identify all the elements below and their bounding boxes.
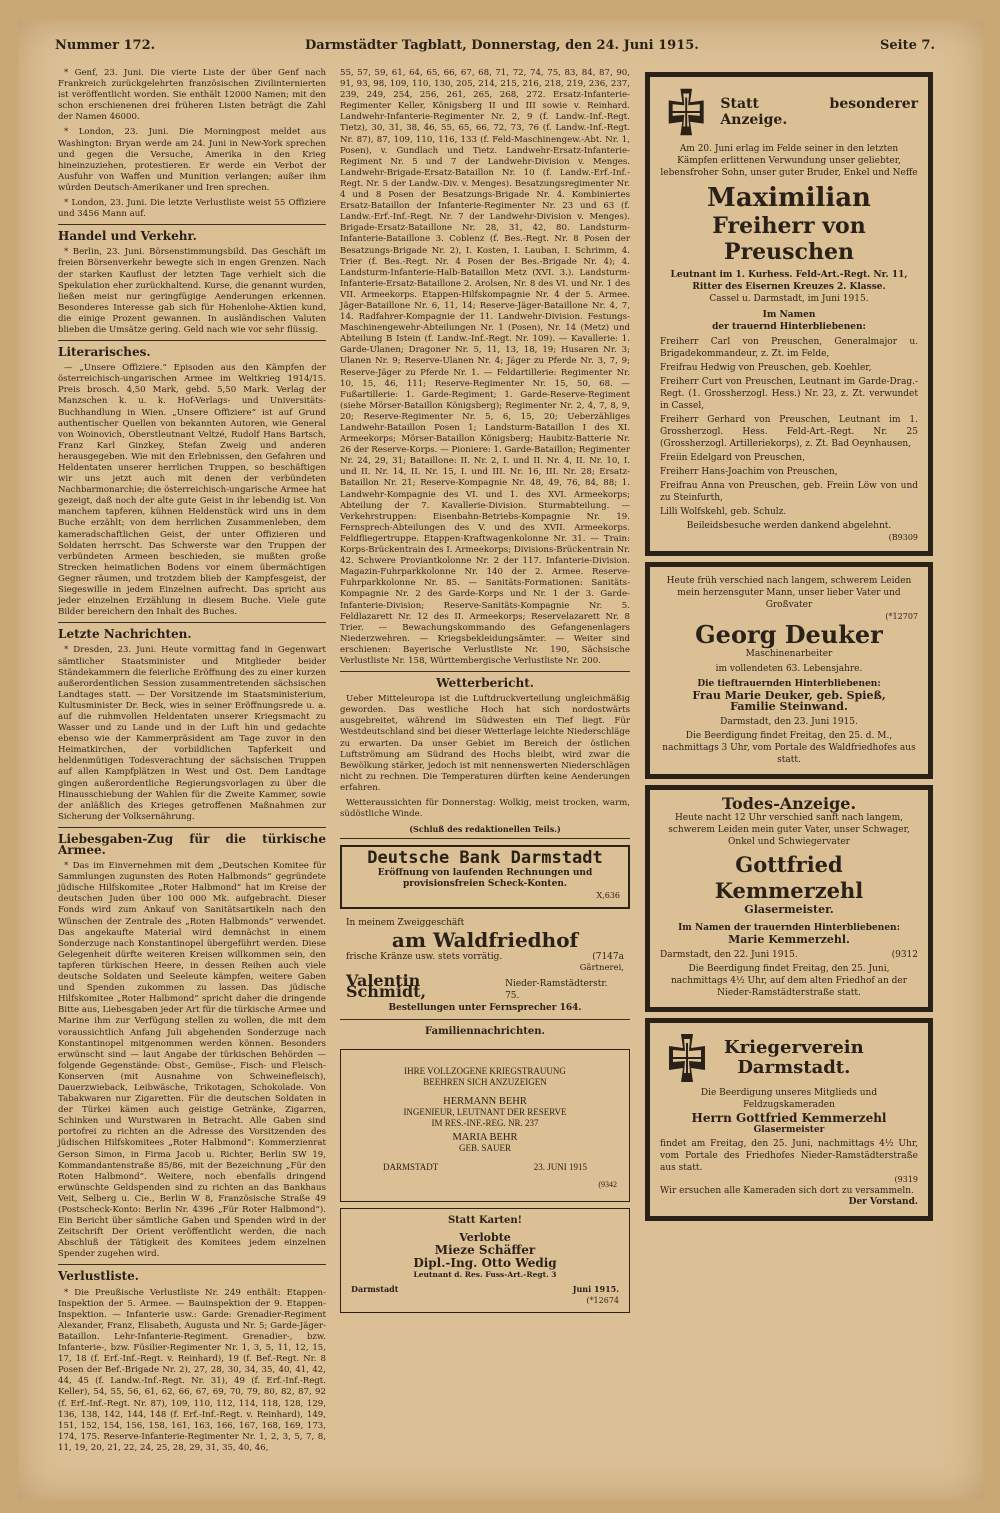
ad1-names-head1: Im Namen <box>762 310 816 320</box>
ad1-names-head2: der trauernd Hinterbliebenen: <box>712 322 866 332</box>
ad1-n1: Freiherr Carl von Preuschen, Generalmajor u. Brigadekommandeur, z. Zt. im Felde, <box>660 337 918 359</box>
gart-job: Gärtnerei, <box>579 963 624 974</box>
ad-deutsche-bank <box>340 845 630 909</box>
eng-line-4: Dipl.-Ing. Otto Wedig <box>413 1255 557 1270</box>
news-london-1: * London, 23. Juni. Die Morningpost meldet aus Washington: Bryan werde am 24. Juni in New-York sprechen und gegen die Versuche, Amerika in den Krieg hineinzuziehen, protestieren. Er werde ein Verbot der Ausfuhr von Waffen und Munition verlangen; außer ihm würden Deutsch-Amerikaner und Iren sprechen. <box>58 127 326 193</box>
gart-name: Valentin Schmidt, <box>346 970 427 1001</box>
heading-liebesgaben: Liebesgaben-Zug für die türkische Armee. <box>58 831 326 857</box>
ad2-text: Heute früh verschied nach langem, schwerem Leiden mein herzensguter Mann, unser lieber Vater und Großvater <box>666 576 912 611</box>
wed-line-3: HERMANN BEHR <box>443 1095 527 1107</box>
eng-line-3: Mieze Schäffer <box>434 1242 536 1257</box>
wed-line-2: BEEHREN SICH ANZUZEIGEN <box>423 1076 547 1087</box>
gart-intro: In meinem Zweiggeschäft <box>346 918 465 929</box>
heading-letzte-nachrichten: Letzte Nachrichten. <box>58 627 192 642</box>
ad1-head: Statt besonderer Anzeige. <box>720 96 918 128</box>
ad-kriegerverein <box>645 1018 933 1221</box>
news-genf: * Genf, 23. Juni. Die vierte Liste der über Genf nach Frankreich zurückgelehrten französischen Zivilinternierten ist veröffentlicht worden. Sie enthält 12000 Namen; mit den schon erschienenen drei früheren Listen beträgt die Zahl der Namen 46000. <box>58 68 326 123</box>
ad3-head: Todes-Anzeige. <box>721 794 857 814</box>
heading-wetterbericht: Wetterbericht. <box>436 676 534 691</box>
ad2-fam: Familie Steinwand. <box>730 700 848 714</box>
ad-wedding <box>340 1049 630 1202</box>
ad-kemmerzehl <box>645 785 933 1011</box>
divider <box>340 671 630 672</box>
article-handel: * Berlin, 23. Juni. Börsenstimmungsbild. Das Geschäft im freien Börsenverkehr bewegte sich in engen Grenzen. Nach der starken Kauflust der letzten Tage verhielt sich die Spekulation eher zurückhaltend. Kurse, die genannt wurden, ließen meist nur geringfügige Aenderungen erkennen. Besonderes Interesse gab sich für Hohenlohe-Aktien kund, die einige Prozent gewannen. In ausländischen Valuten blieben die Umsätze gering. Geld nach wie vor sehr flüssig. <box>58 247 326 335</box>
ad1-n6: Freiherr Hans-Joachim von Preuschen, <box>660 467 838 477</box>
divider <box>58 827 326 828</box>
end-editorial: (Schluß des redaktionellen Teils.) <box>409 824 561 835</box>
ad1-foot: Beileidsbesuche werden dankend abgelehnt. <box>686 521 892 531</box>
eng-line-2: Verlobte <box>459 1230 511 1244</box>
ad1-n7: Freifrau Anna von Preuschen, geb. Freiin Löw von und zu Steinfurth, <box>660 481 918 503</box>
ad1-n2: Freifrau Hedwig von Preuschen, geb. Koehler, <box>660 363 872 373</box>
ad1-text: Am 20. Juni erlag im Felde seiner in den letzten Kämpfen erlittenen Verwundung unser geliebter, lebensfroher Sohn, unser guter Bruder, Enkel und Neffe <box>660 144 918 178</box>
gart-code: (7147a <box>592 952 624 963</box>
article-literarisches: — „Unsere Offiziere.“ Episoden aus den Kämpfen der österreichisch-ungarischen Armee im Weltkrieg 1914/15. Preis brosch. 4,50 Mark, gebd. 5,50 Mark. Verlag der Manzschen k. u. k. Hof-Verlags- und Universitäts-Buchhandlung in Wien. „Unsere Offiziere“ ist auf Grund authentischer Quellen von bekannten Autoren, wie General von Woinovich, Oberstleutnant Veltzé, Rudolf Hans Bartsch, Franz Karl Ginzkey, Stefan Zweig und anderen herausgegeben. Wie mit den Erlebnissen, den Gefahren und Heldentaten unserer herrlichen Truppen, so beschäftigen wir uns jetzt auch mit denen der verbündeten Nachbarmonarchie; die österreichisch-ungarische Armee hat gezeigt, daß noch der alte gute Geist in ihr lebendig ist. Von manchem tapferen, kühnen Heldenstück wird uns in dem Buche erzählt; von dem herrlichen Zusammenleben, dem kameradschaftlichen Geist, der unter Offizieren und Soldaten herrscht. Das Schwerste war den Truppen der verbündeten Armeen beschieden, sie mußten große Strecken heimatlichen Bodens vor einem übermächtigen Gegner räumen, und trotzdem blieb der Kampfesgeist, der Siegeswille in jedem Einzelnen aufrecht. Das spricht aus jeder einzelnen Erzählung in diesem Buche. Viele gute Bilder bereichern den Inhalt des Buches. <box>58 363 326 618</box>
article-liebesgaben: * Das im Einvernehmen mit dem „Deutschen Komitee für Sammlungen zugunsten des Roten Halbmonds“ gegründete jüdische Hilfskomitee „Roter Halbmond“ hat im Kreise der deutschen Juden über 100 000 Mk. aufgebracht. Dieser Fonds wird zum Ankauf von Sanitätsartikeln nach den Wünschen der Zentrale des „Roten Halbmonds“ verwendet. Das angekaufte Material wird demnächst in einem Sonderzuge nach Konstantinopel übergeführt werden. Diese Gelegenheit dürfte weiteren Kreisen willkommen sein, den tapferen türkischen Heere, in dessen Reihen auch viele deutsche Soldaten und Seeleute kämpfen, weitere Gaben und Spenden zukommen zu lassen. Das jüdische Hilfskomitee „Roter Halbmond“ spricht daher die dringende Bitte aus, Liebesgaben jeder Art für die türkische Armee und Marine ihm zur Verfügung stellen zu wollen, die mit dem voraussichtlich Anfang Juli abgehenden Sonderzuge nach Konstantinopel mitgenommen werden können. Besonders erwünscht sind — laut Angabe der türkischen Behörden — folgende Gegenstände: Obst-, Gemüse-, Fisch- und Fleisch-Konserven (mit Ausnahme von Schweinefleisch), Dauerzwieback, Leibwäsche, Trikotagen, Schokolade. Von Tabakwaren nur Zigaretten. Für die deutschen Soldaten in der Türkei kämen auch geistige Getränke, Zigarren, Schinken und Wurstwaren in Betracht. Alle Gaben sind portofrei zu richten an die Adresse des Vorsitzenden des jüdischen Hilfskomitees „Roter Halbmond“: Kommerzienrat Gerson Simon, in Firma Jacob u. Richter, Berlin SW 19, Kommandantenstraße 85/86, mit der Bezeichnung „Für den Roten Halbmond“. Weitere, noch ebenfalls dringend erwünschte Geldspenden sind zu richten an das Bankhaus Veit, Selberg u. Cie., Berlin W 8, Französische Straße 49 (Postscheck-Konto: Berlin Nr. 4396 „Für Roter Halbmond“). Ein Bericht über sämtliche Gaben und Spenden wird in der Zeitschrift Der Orient veröffentlicht werden, die nach Abschluß der Tätigkeit des Komitees jedem einzelnen Spender zugehen wird. <box>58 861 326 1260</box>
column-1 <box>58 68 326 1458</box>
ad3-text: Heute nacht 12 Uhr verschied sanft nach langem, schwerem Leiden mein guter Vater, unser Schwager, Onkel und Schwiegervater <box>668 813 910 848</box>
iron-cross-icon <box>660 85 712 139</box>
ad4-name: Herrn Gottfried Kemmerzehl <box>691 1110 887 1125</box>
ad1-code: (B9309 <box>888 533 918 542</box>
ad2-date: Darmstadt, den 23. Juni 1915. <box>720 717 858 728</box>
heading-familiennachrichten: Familiennachrichten. <box>425 1025 545 1037</box>
newspaper-title: Darmstädter Tagblatt, Donnerstag, den 24. Juni 1915. <box>305 38 699 53</box>
wed-code: (9342 <box>598 1180 617 1190</box>
ad1-rank: Leutnant im 1. Kurhess. Feld-Art.-Regt. Nr. 11, <box>670 270 908 280</box>
eng-code: (*12674 <box>586 1296 619 1306</box>
ad2-mourn: Die tieftrauernden Hinterbliebenen: <box>697 679 881 690</box>
article-verlustliste: * Die Preußische Verlustliste Nr. 249 enthält: Etappen-Inspektion der 5. Armee. — Bauinspektion der 9. Etappen-Inspektion. — Infanterie usw.: Garde: Grenadier-Regiment Alexander, Franz, Elisabeth, Augusta und Nr. 5; Garde-Jäger-Bataillon. Lehr-Infanterie-Regiment. Grenadier-, bzw. Infanterie-, bzw. Füsilier-Regimenter Nr. 1, 3, 5, 11, 12, 15, 17, 18 (f. Erf.-Inf.-Regt. v. Reinhard), 19 (f. Bef.-Regt. Nr. 8 Posen der Bef.-Brigade Nr. 2), 27, 28, 30, 34, 35, 40, 41, 42, 44, 45 (f. Landw.-Inf.-Regt. Nr. 31), 49 (f. Erf.-Inf.-Regt. Keller), 54, 55, 56, 61, 62, 66, 67, 69, 70, 79, 80, 82, 87, 92 (f. Erf.-Inf.-Regt. Nr. 87), 109, 110, 112, 114, 118, 128, 129, 136, 138, 142, 144, 148 (f. Erf.-Inf.-Regt. v. Reinhard), 149, 151, 152, 154, 156, 158, 161, 163, 166, 167, 168, 169, 173, 174, 175. Reserve-Infanterie-Regimenter Nr. 1, 2, 3, 5, 7, 8, 11, 19, 20, 21, 22, 24, 25, 28, 29, 31, 35, 40, 46, <box>58 1287 326 1453</box>
ad3-survivor: Marie Kemmerzehl. <box>728 932 850 946</box>
ad3-job: Glasermeister. <box>744 903 834 917</box>
ad-engagement <box>340 1208 630 1314</box>
gart-addr: Nieder-Ramstädterstr. 75. <box>505 978 608 1001</box>
ad1-n4: Freiherr Gerhard von Preuschen, Leutnant im 1. Grossherzogl. Hess. Feld-Art.-Regt. Nr. 25 (Grossherzogl. Artilleriekorps), z. Zt. Bad Oeynhausen, <box>660 415 918 449</box>
article-wetter-aussichten: Wetteraussichten für Donnerstag: Wolkig, meist trocken, warm, südöstliche Winde. <box>340 798 630 820</box>
ad4-head1: Kriegerverein <box>724 1036 864 1058</box>
column-2 <box>340 68 630 1319</box>
ad1-n8: Lilli Wolfskehl, geb. Schulz. <box>660 507 787 517</box>
wed-line-7: GEB. SAUER <box>458 1143 511 1154</box>
heading-literarisches: Literarisches. <box>58 345 151 360</box>
masthead <box>55 38 935 60</box>
ad3-code: (9312 <box>891 949 918 960</box>
ad1-n5: Freiin Edelgard von Preuschen, <box>660 453 805 463</box>
ad1-order: Ritter des Eisernen Kreuzes 2. Klasse. <box>692 282 886 292</box>
eng-city: Darmstadt <box>351 1283 399 1294</box>
divider <box>58 340 326 341</box>
ad1-name2: Freiherr von Preuschen <box>712 213 866 265</box>
ad2-wife: Frau Marie Deuker, geb. Spieß, <box>692 689 886 703</box>
ad4-foot: Wir ersuchen alle Kameraden sich dort zu versammeln. <box>660 1185 914 1196</box>
article-letzte-nachrichten: * Dresden, 23. Juni. Heute vormittag fand in Gegenwart sämtlicher Staatsminister und Mitglieder beider Ständekammern die feierliche Eröffnung des zu einer kurzen außerordentlichen Session zusammentretenden sächsischen Landtages statt. — Der Vorsitzende im Staatsministerium, Kultusminister Dr. Beck, wies in seiner Eröffnungsrede u. a. auf die ruhmvollen Heldentaten unserer Kriegsmacht zu Wasser und zu Lande und in der Luft hin und gedachte ebenso wie der Kammerpräsident am Tage zuvor in den Heimatkirchen, der vorbildlichen Tapferkeit und heldenmütigen Todesverachtung der sächsischen Truppen auf allen Kampfplätzen in West und Ost. Dem Landtage gingen außerordentliche Regierungsvorlagen zu über die Hinausschiebung der Wahlen für die Zweite Kammer, sowie der anläßlich des Krieges getroffenen Maßnahmen zur Sicherung der Volksernährung. <box>58 645 326 822</box>
bank-title: Deutsche Bank Darmstadt <box>367 848 603 869</box>
eng-line-5: Leutnant d. Res. Fuss-Art.-Regt. 3 <box>413 1269 557 1279</box>
heading-verlustliste: Verlustliste. <box>58 1269 139 1284</box>
ad2-code: (*12707 <box>885 612 918 622</box>
ad1-place: Cassel u. Darmstadt, im Juni 1915. <box>709 294 869 304</box>
ad4-text: Die Beerdigung unseres Mitglieds und Feldzugskameraden <box>700 1087 878 1110</box>
ad4-head2: Darmstadt. <box>737 1056 851 1078</box>
eng-date: Juni 1915. <box>572 1283 619 1294</box>
ad1-n3: Freiherr Curt von Preuschen, Leutnant im Garde-Drag.-Regt. (1. Grossherzogl. Hess.) Nr. 23, z. Zt. verwundet in Cassel, <box>660 377 918 411</box>
ad2-job: Maschinenarbeiter <box>745 649 833 660</box>
page-number: Seite 7. <box>880 38 935 53</box>
heading-handel: Handel und Verkehr. <box>58 229 197 244</box>
divider <box>58 1264 326 1265</box>
ad4-burial: findet am Freitag, den 25. Juni, nachmittags 4½ Uhr, vom Portale des Friedhofes Nieder-Ramstädterstraße aus statt. <box>660 1138 918 1173</box>
ad1-name1: Maximilian <box>707 183 871 213</box>
eng-line-1: Statt Karten! <box>447 1214 523 1226</box>
ad3-burial: Die Beerdigung findet Freitag, den 25. Juni, nachmittags 4½ Uhr, auf dem alten Friedhof an der Nieder-Ramstädterstraße statt. <box>671 963 907 998</box>
wed-date: 23. JUNI 1915 <box>533 1162 587 1173</box>
ad4-sign: Der Vorstand. <box>848 1196 918 1207</box>
wed-line-5: IM RES.-INF.-REG. NR. 237 <box>431 1118 539 1129</box>
gart-line: frische Kränze usw. stets vorrätig. <box>346 952 503 963</box>
wed-line-1: IHRE VOLLZOGENE KRIEGSTRAUUNG <box>404 1065 566 1076</box>
divider <box>58 622 326 623</box>
ad2-name: Georg Deuker <box>695 620 883 650</box>
article-verlustliste-cont: 55, 57, 59, 61, 64, 65, 66, 67, 68, 71, 72, 74, 75, 83, 84, 87, 90, 91, 93, 98, 109, 110, 130, 205, 214, 215, 216, 218, 219, 236, 237, 239, 249, 254, 256, 261, 265, 268, 272. Ersatz-Infanterie-Regimenter Keller, Königsberg II und III sowie v. Reinhard. Landwehr-Infanterie-Regimenter Nr. 2, 9 (f. Landw.-Inf.-Regt. Tietz), 30, 31, 38, 46, 55, 65, 66, 72, 73, 76 (f. Landw.-Inf.-Regt. Nr. 87), 87, 109, 110, 116, 133 (f. Feld-Maschinengew.-Abt. Nr. 1, Posen), v. Gundlach und Tietz. Landwehr-Ersatz-Infanterie-Regiment Nr. 5 und 7 der Landwehr-Division v. Menges. Landwehr-Brigade-Ersatz-Bataillon Nr. 10 (f. Landw.-Erf.-Inf.-Regt. Nr. 5 der Landw.-Div. v. Menges). Besatzungsregimenter Nr. 4 und 8 Posen der Besatzungs-Brigade Nr. 4. Kombiniertes Ersatz-Bataillon der Infanterie-Regimenter Nr. 23 und 63 (f. Landw.-Erf.-Inf.-Regt. Nr. 7 der Landwehr-Division v. Menges). Brigade-Ersatz-Bataillone Nr. 28, 31, 42, 80. Landsturm-Infanterie-Bataillone 3. Coblenz (f. Bes.-Regt. Nr. 8 Posen der Besatzungs-Brigade Nr. 2), I. Kosten, I. Lauban, I. Schrimm, 4. Trier (f. Bes.-Regt. Nr. 4 Posen der Bes.-Brigade Nr. 4); 4. Landsturm-Infanterie-Halb-Bataillon Metz (XVI. 3.). Landsturm-Infanterie-Ersatz-Bataillone 2. Arolsen, Nr. 8 des VI. und Nr. 1 des VII. Armeekorps. Etappen-Hilfskompagnie Nr. 4 der 5. Armee. Jäger-Bataillone Nr. 6, 11, 14; Reserve-Jäger-Bataillone Nr. 4, 7, 14. Radfahrer-Kompagnie der 11. Landwehr-Division. Festungs-Maschinengewehr-Abteilungen Nr. 1 (Posen), Nr. 14 (Metz) und Abteilung B Istein (f. Landw.-Inf.-Regt. Nr. 109). — Kavallerie: 1. Garde-Ulanen; Dragoner Nr. 5, 11, 13, 18, 19; Husaren Nr. 3; Ulanen Nr. 9; Reserve-Ulanen Nr. 4; Jäger zu Pferde Nr. 3, 7, 9; Reserve-Jäger zu Pferde Nr. 1. — Feldartillerie: Regimenter Nr. 10, 15, 46, 111; Reserve-Regimenter Nr. 15, 50, 68. — Fußartillerie: 1. Garde-Regiment; 1. Garde-Reserve-Regiment (siehe Mörser-Bataillon Königsberg); Regimenter Nr. 2, 4, 7, 8, 9, 20; Reserve-Regimenter Nr. 5, 6, 15, 20; Ueberzähliges Landwehr-Bataillon Posen 1; Landsturm-Bataillon I des XI. Armeekorps; Mörser-Bataillon Königsberg; Haubitz-Batterie Nr. 26 der Reserve-Korps. — Pioniere: 1. Garde-Bataillon; Regimenter Nr. 24, 29, 31; Bataillone: II. Nr. 2, I. und II. Nr. 4, II. Nr. 10, I. und II. Nr. 14, II. Nr. 15, I. und III. Nr. 16, III. Nr. 28; Ersatz-Bataillon Nr. 21; Reserve-Kompagnie Nr. 48, 49, 76, 84, 88; 1. Landwehr-Kompagnie des VI. und 1. des XVI. Armeekorps; Abteilung der 7. Kavallerie-Division. Sturmabteilung. — Verkehrstruppen: Eisenbahn-Betriebs-Kompagnie Nr. 19. Fernsprech-Abteilungen des V. und des XVII. Armeekorps. Feldfliegertruppe. Etappen-Kraftwagenkolonne Nr. 31. — Train: Korps-Brückentrain des I. Armeekorps; Divisions-Brückentrain Nr. 42. Schwere Proviantkolonne Nr. 2 der 117. Infanterie-Division. Magazin-Fuhrparkkolonne Nr. 140 der 2. Armee. Reserve-Fuhrparkkolonne Nr. 85. — Sanitäts-Formationen: Sanitäts-Kompagnie Nr. 2 des Garde-Korps und Nr. 1 der 3. Garde-Infanterie-Division; Reserve-Sanitäts-Kompagnie Nr. 5. Feldlazarett Nr. 12 des II. Armeekorps; Reservelazarett Nr. 8 Trier. — Bewachungskommando des Gefangenenlagers Niederzwehren. — Kriegsbekleidungsämter. — Weiter sind erschienen: Bayerische Verlustliste Nr. 190, Sächsische Verlustliste Nr. 158, Württembergische Verlustliste Nr. 200. <box>340 68 630 666</box>
ad4-code: (9319 <box>894 1174 918 1184</box>
ad3-name: Gottfried Kemmerzehl <box>714 852 864 904</box>
ad3-mourn: Im Namen der trauernden Hinterbliebenen: <box>678 922 900 933</box>
column-3 <box>645 68 933 1227</box>
ad2-burial: Die Beerdigung findet Freitag, den 25. d. M., nachmittags 3 Uhr, vom Portale des Waldfriedhofes aus statt. <box>662 731 916 766</box>
divider <box>340 1019 630 1020</box>
bank-text: Eröffnung von laufenden Rechnungen und provisionsfreien Scheck-Konten. <box>377 868 593 890</box>
bank-code: X,636 <box>596 891 620 901</box>
wed-city: DARMSTADT <box>383 1162 439 1173</box>
wed-line-4: INGENIEUR, LEUTNANT DER RESERVE <box>403 1106 567 1117</box>
issue-number: Nummer 172. <box>55 38 156 53</box>
wed-line-6: MARIA BEHR <box>452 1132 518 1144</box>
ad4-job: Glasermeister <box>753 1124 825 1135</box>
ad-deuker <box>645 562 933 779</box>
ad2-age: im vollendeten 63. Lebensjahre. <box>715 664 863 675</box>
ad-preuschen <box>645 72 933 556</box>
gart-title: am Waldfriedhof <box>391 928 579 953</box>
news-london-2: * London, 23. Juni. Die letzte Verlustliste weist 55 Offiziere und 3456 Mann auf. <box>58 198 326 220</box>
divider <box>340 838 630 839</box>
article-wetter: Ueber Mitteleuropa ist die Luftdruckverteilung ungleichmäßig geworden. Das westliche Hoch hat sich nordostwärts ausgebreitet, während im Südwesten ein Tief liegt. Für Westdeutschland sind bei dieser Wetterlage leichte Niederschläge zu erwarten. Da unser Gebiet im Bereich der östlichen Luftströmung am Südrand des Hochs bleibt, wird zwar die Bewölkung stärker, jedoch ist mit nennenswerten Niederschlägen nicht zu rechnen. Die Temperaturen dürften keine Aenderungen erfahren. <box>340 694 630 793</box>
divider <box>58 224 326 225</box>
gart-phone: Bestellungen unter Fernsprecher 164. <box>388 1002 582 1013</box>
iron-cross-icon <box>660 1031 714 1085</box>
ad3-date: Darmstadt, den 22. Juni 1915. <box>660 949 798 960</box>
ad-gaertnerei <box>340 915 630 1015</box>
